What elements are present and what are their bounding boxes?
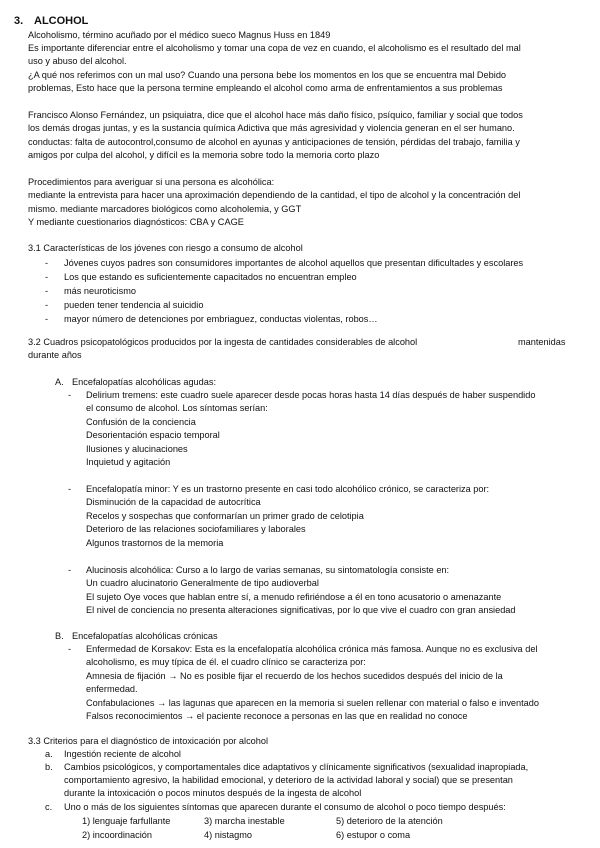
symptom-item: 5) deterioro de la atención [336,816,443,826]
symptom-line: enfermedad. [86,684,138,694]
criterion-item: Cambios psicológicos, y comportamentales dice adaptativos y clínicamente significativos (sexualidad inapropiada, [64,762,529,772]
section-title: ALCOHOL [34,15,89,27]
symptom-line: Deterioro de las relaciones sociofamiliares y laborales [86,524,306,534]
criterion-item-line: durante la intoxicación o pocos minutos después de la ingesta de alcohol [64,788,362,798]
intro-line: uso y abuso del alcohol. [28,56,127,66]
criterion-item-line: comportamiento agresivo, la habilidad emocional, y deterioro de la actividad laboral y social) que se presentan [64,775,513,785]
intro-line: ¿A qué nos referimos con un mal uso? Cuando una persona bebe los momentos en los que se encuentra mal Debido [28,70,507,80]
list-item: Los que estando es suficientemente capacitados no encuentran empleo [64,272,357,282]
symptom-line: Disminución de la capacidad de autocrítica [86,497,261,507]
bullet-dash: - [68,484,72,494]
bullet-dash: - [68,644,72,654]
list-item: Jóvenes cuyos padres son consumidores importantes de alcohol aquellos que presentan dificultades y escolares [64,258,524,268]
subsection-title: 3.3 Criterios para el diagnóstico de intoxicación por alcohol [28,736,269,746]
symptom-line: Amnesia de fijación → No es posible fijar el recuerdo de los hechos sucedidos después del inicio de la [86,671,503,681]
symptom-line: Un cuadro alucinatorio Generalmente de tipo audioverbal [86,578,319,588]
symptom-line: Confabulaciones → las lagunas que aparecen en la memoria si suelen rellenar con material o falso e inventado [86,698,540,708]
symptom-line: Ilusiones y alucinaciones [86,444,188,454]
paragraph-line: conductas: falta de autocontrol,consumo de alcohol en ayunas y anticipaciones de tensión, pérdidas del trabajo, familia y [28,137,520,147]
list-item: pueden tener tendencia al suicidio [64,300,204,310]
list-marker: c. [45,802,53,812]
list-item: mayor número de detenciones por embriaguez, conductas violentas, robos… [64,314,378,324]
subsection-title-continued: mantenidas [518,337,566,347]
symptom-item: 4) nistagmo [204,830,253,840]
list-marker: A. [55,377,64,387]
bullet-dash: - [45,272,49,282]
paragraph-line: Procedimientos para averiguar si una persona es alcohólica: [28,177,275,187]
bullet-dash: - [68,565,72,575]
criterion-item: Ingestión reciente de alcohol [64,749,181,759]
list-item: Enfermedad de Korsakov: Esta es la encefalopatía alcohólica crónica más famosa. Aunque no es exclusiva del [86,644,538,654]
subsection-title: 3.2 Cuadros psicopatológicos producidos por la ingesta de cantidades considerables de alcohol [28,337,418,347]
symptom-line: Recelos y sospechas que conformarían un primer grado de celotipia [86,511,364,521]
subsection-title-continued: durante años [28,350,82,360]
symptom-line: Desorientación espacio temporal [86,430,220,440]
intro-line: Alcoholismo, término acuñado por el médico sueco Magnus Huss en 1849 [28,30,331,40]
criterion-item: Uno o más de los siguientes síntomas que aparecen durante el consumo de alcohol o poco tiempo después: [64,802,506,812]
list-item-line: alcoholismo, es muy típica de él. el cuadro clínico se caracteriza por: [86,657,366,667]
category-title: Encefalopatías alcohólicas crónicas [72,631,218,641]
paragraph-line: amigos por culpa del alcohol, y difícil es la memoria sobre todo la memoria corto plazo [28,150,380,160]
bullet-dash: - [45,314,49,324]
symptom-line: El sujeto Oye voces que hablan entre sí, a menudo refiriéndose a él en tono acusatorio o amenazante [86,592,502,602]
symptom-line: Algunos trastornos de la memoria [86,538,224,548]
section-number: 3. [14,15,24,27]
paragraph-line: los demás drogas juntas, y es la sustancia química Adictiva que más agresividad y violencia generan en el ser humano. [28,123,515,133]
list-item-line: el consumo de alcohol. Los síntomas serían: [86,403,268,413]
intro-line: problemas, Esto hace que la persona termine empleando el alcohol como arma de enfrentamientos a sus problemas [28,83,503,93]
paragraph-line: mismo. mediante marcadores biológicos como alcoholemia, y GGT [28,204,302,214]
bullet-dash: - [45,300,49,310]
list-item: Encefalopatía minor: Y es un trastorno presente en casi todo alcohólico crónico, se caracteriza por: [86,484,490,494]
intro-line: Es importante diferenciar entre el alcoholismo y tomar una copa de vez en cuando, el alcoholismo es el resultado del mal [28,43,521,53]
paragraph-line: mediante la entrevista para hacer una aproximación dependiendo de la cantidad, el tipo de alcohol y la concentración del [28,190,521,200]
list-marker: a. [45,749,53,759]
symptom-item: 6) estupor o coma [336,830,411,840]
list-item: más neuroticismo [64,286,136,296]
paragraph-line: Y mediante cuestionarios diagnósticos: CBA y CAGE [28,217,244,227]
symptom-line: Confusión de la conciencia [86,417,196,427]
list-marker: b. [45,762,53,772]
symptom-line: Falsos reconocimientos → el paciente reconoce a personas en las que en realidad no conoce [86,711,468,721]
list-item: Delirium tremens: este cuadro suele aparecer desde pocas horas hasta 14 días después de haber suspendido [86,390,536,400]
list-item: Alucinosis alcohólica: Curso a lo largo de varias semanas, su sintomatología consiste en: [86,565,450,575]
symptom-line: Inquietud y agitación [86,457,171,467]
category-title: Encefalopatías alcohólicas agudas: [72,377,217,387]
paragraph-line: Francisco Alonso Fernández, un psiquiatra, dice que el alcohol hace más daño físico, psíquico, familiar y social que todos [28,110,523,120]
symptom-item: 1) lenguaje farfullante [82,816,171,826]
list-marker: B. [55,631,64,641]
symptom-line: El nivel de conciencia no presenta alteraciones significativas, por lo que vive el cuadro con gran ansiedad [86,605,516,615]
bullet-dash: - [68,390,72,400]
subsection-title: 3.1 Características de los jóvenes con riesgo a consumo de alcohol [28,243,303,253]
symptom-item: 2) incoordinación [82,830,152,840]
bullet-dash: - [45,258,49,268]
bullet-dash: - [45,286,49,296]
symptom-item: 3) marcha inestable [204,816,285,826]
